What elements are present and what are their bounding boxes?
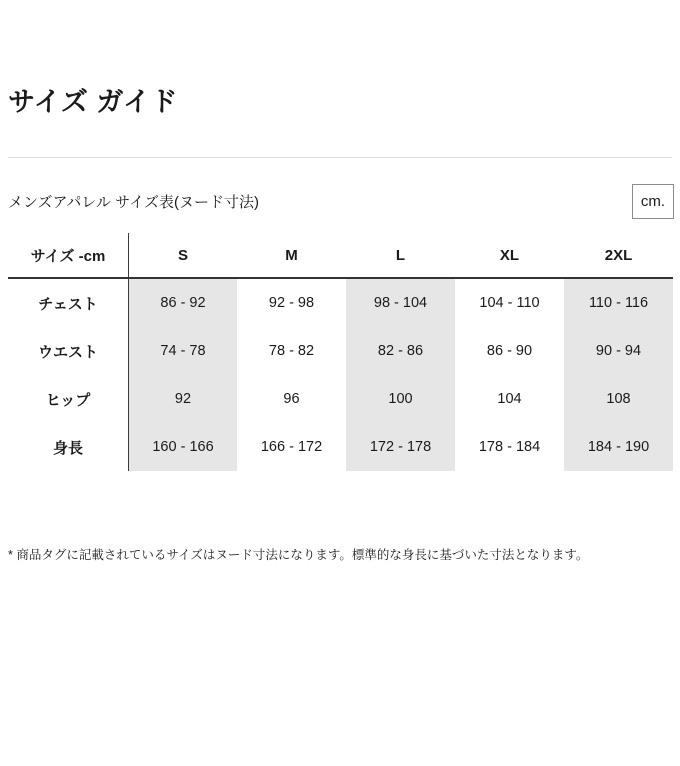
table-subtitle: メンズアパレル サイズ表(ヌード寸法) xyxy=(8,194,259,211)
row-label-chest: チェスト xyxy=(38,295,98,313)
column-header-2xl: 2XL xyxy=(564,233,673,279)
unit-toggle-cm[interactable]: cm. xyxy=(632,184,674,219)
table-cell: 184 - 190 xyxy=(564,423,673,471)
nude-measurement-footnote: * 商品タグに記載されているサイズはヌード寸法になります。標準的な身長に基づいた寸法となります。 xyxy=(8,548,589,562)
table-cell: 98 - 104 xyxy=(346,279,455,327)
table-cell: 96 xyxy=(283,391,300,407)
row-label-height: 身長 xyxy=(52,439,83,457)
table-cell: 160 - 166 xyxy=(128,423,237,471)
table-cell: 92 - 98 xyxy=(268,295,315,311)
size-table xyxy=(8,233,680,471)
title-divider xyxy=(8,157,672,158)
table-cell: 74 - 78 xyxy=(128,327,237,375)
table-cell: 78 - 82 xyxy=(268,343,315,359)
table-cell: 90 - 94 xyxy=(564,327,673,375)
row-label-hip: ヒップ xyxy=(45,391,91,409)
column-header-l: L xyxy=(346,233,455,279)
table-cell: 92 xyxy=(128,375,237,423)
table-cell: 86 - 90 xyxy=(486,343,533,359)
column-header-xl: XL xyxy=(455,233,564,279)
table-cell: 86 - 92 xyxy=(128,279,237,327)
row-label-waist: ウエスト xyxy=(37,343,98,361)
table-cell: 178 - 184 xyxy=(478,439,541,455)
table-cell: 104 - 110 xyxy=(479,295,540,311)
table-cell: 100 xyxy=(346,375,455,423)
table-cell: 110 - 116 xyxy=(564,279,673,327)
table-cell: 82 - 86 xyxy=(346,327,455,375)
page-title: サイズ ガイド xyxy=(8,87,179,117)
table-cell: 108 xyxy=(564,375,673,423)
column-header-m: M xyxy=(237,233,346,279)
table-cell: 104 xyxy=(497,391,522,407)
column-header-s: S xyxy=(128,233,237,279)
table-cell: 172 - 178 xyxy=(346,423,455,471)
column-header-size-cm: サイズ -cm xyxy=(8,233,128,279)
table-cell: 166 - 172 xyxy=(260,439,323,455)
subtitle-row xyxy=(8,184,674,219)
